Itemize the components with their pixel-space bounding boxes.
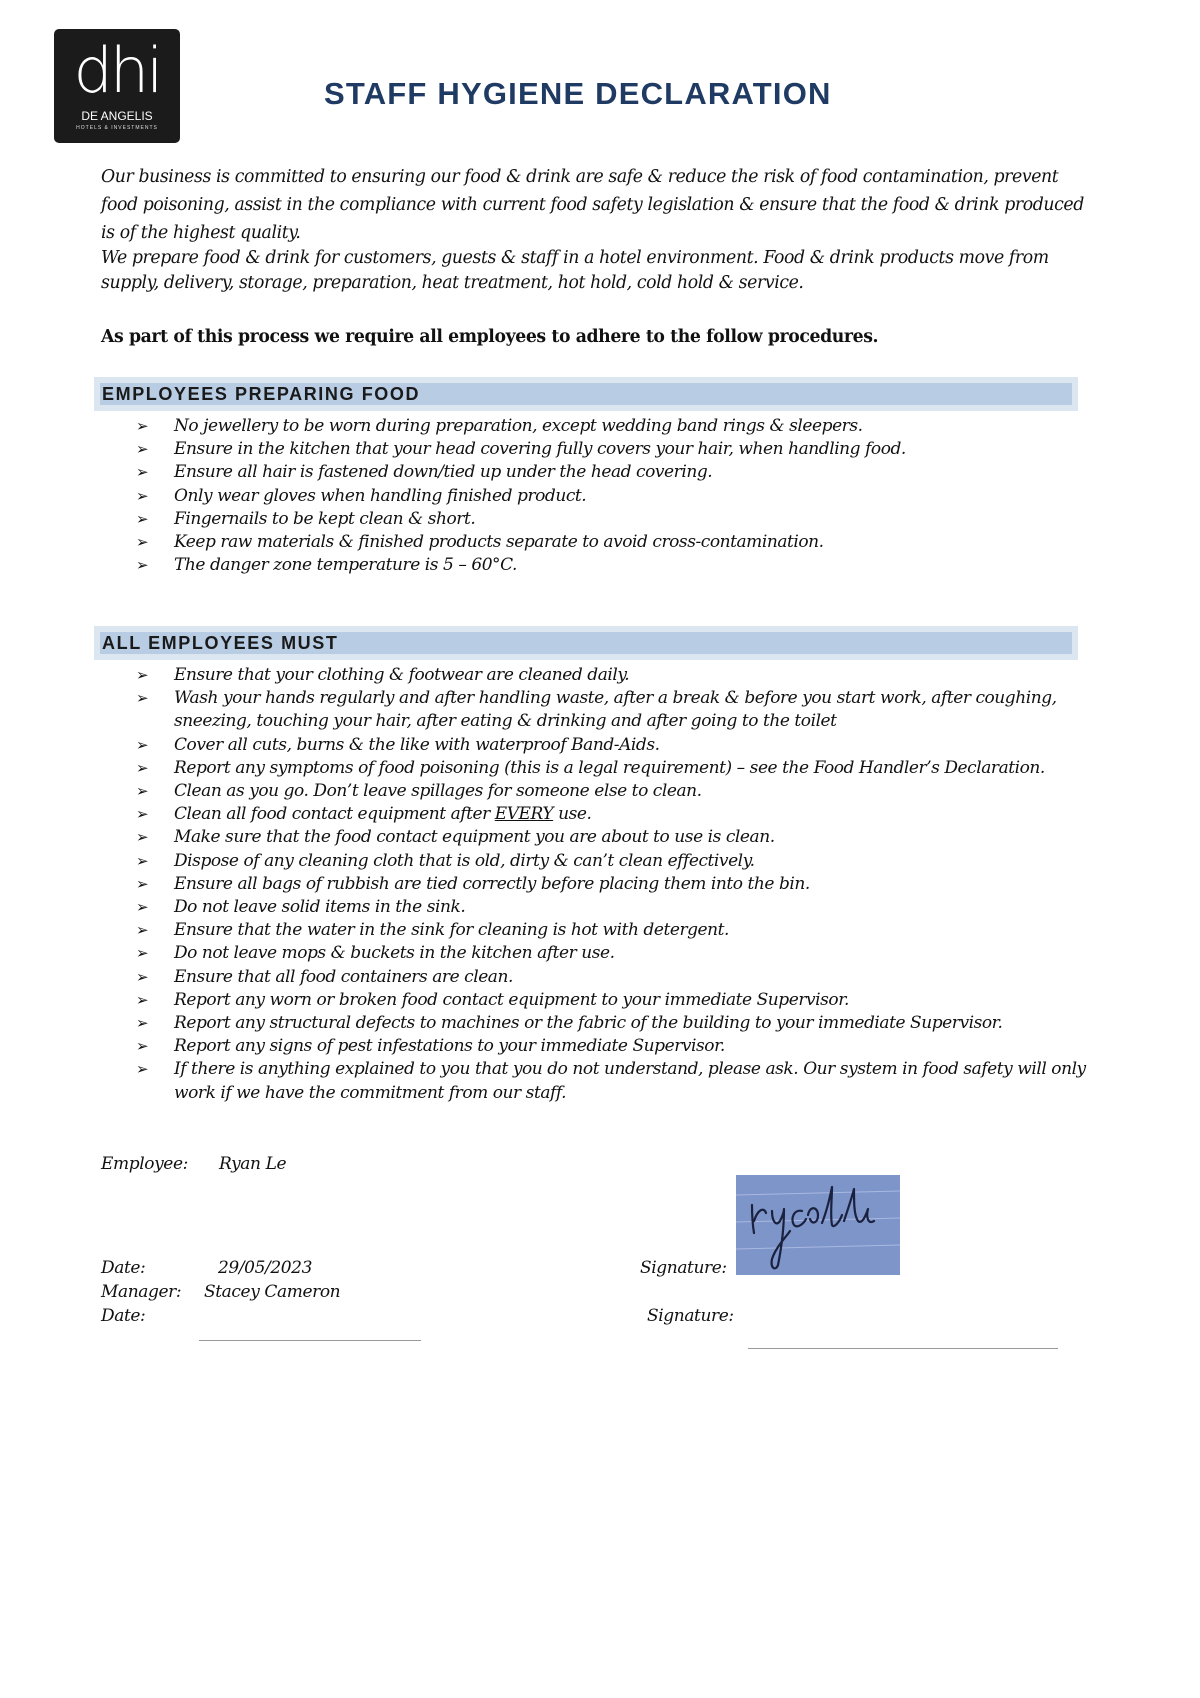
employee-label: Employee: — [101, 1154, 188, 1174]
arrow-bullet-icon: ➢ — [136, 440, 149, 459]
list-item: ➢ Ensure all bags of rubbish are tied correctly before placing them into the bin. — [136, 873, 1086, 896]
list-item: ➢ Fingernails to be kept clean & short. — [136, 508, 1086, 531]
manager-signature-line — [748, 1348, 1058, 1349]
logo-subtitle: DE ANGELIS — [81, 109, 153, 123]
list-item: ➢ Report any signs of pest infestations to your immediate Supervisor. — [136, 1035, 1086, 1058]
arrow-bullet-icon: ➢ — [136, 486, 149, 505]
manager-date-label: Date: — [101, 1306, 146, 1326]
list-item: ➢ Do not leave mops & buckets in the kitchen after use. — [136, 942, 1086, 965]
arrow-bullet-icon: ➢ — [136, 921, 149, 940]
arrow-bullet-icon: ➢ — [136, 944, 149, 963]
preparing-food-list — [136, 415, 1086, 577]
emphasis-every: EVERY — [494, 804, 554, 825]
list-item: ➢ The danger zone temperature is 5 – 60°C. — [136, 554, 1086, 577]
list-item: ➢ Ensure in the kitchen that your head covering fully covers your hair, when handling food. — [136, 438, 1086, 461]
manager-date-line — [199, 1340, 421, 1341]
section-heading-text: ALL EMPLOYEES MUST — [100, 632, 1072, 654]
list-item: ➢ Keep raw materials & finished products separate to avoid cross-contamination. — [136, 531, 1086, 554]
arrow-bullet-icon: ➢ — [136, 689, 149, 708]
arrow-bullet-icon: ➢ — [136, 417, 149, 435]
list-item: ➢ Report any symptoms of food poisoning (this is a legal requirement) – see the Food Handler’s Declaration. — [136, 757, 1086, 780]
list-item: ➢ Ensure that all food containers are clean. — [136, 966, 1086, 989]
page-title: STAFF HYGIENE DECLARATION — [324, 76, 832, 111]
section-heading-all-employees — [94, 626, 1078, 660]
list-item: ➢ Wash your hands regularly and after handling waste, after a break & before you start work, after coughing, sneezing, touching your hair, after eating & drinking and after going to the toilet — [136, 688, 1057, 732]
arrow-bullet-icon: ➢ — [136, 898, 149, 917]
list-item: ➢ Ensure all hair is fastened down/tied up under the head covering. — [136, 461, 1086, 484]
list-item: ➢ Dispose of any cleaning cloth that is old, dirty & can’t clean effectively. — [136, 850, 1086, 873]
list-item: ➢ Ensure that your clothing & footwear are cleaned daily. — [136, 664, 1086, 687]
list-item: ➢ If there is anything explained to you that you do not understand, please ask. Our system in food safety will only work if we have the commitment from our staff. — [136, 1059, 1086, 1103]
manager-signature-label: Signature: — [647, 1306, 734, 1326]
arrow-bullet-icon: ➢ — [136, 1014, 149, 1033]
intro-paragraph-2: We prepare food & drink for customers, guests & staff in a hotel environment. Food & drink products move from supply, delivery, storage, preparation, heat treatment, hot hold, cold hold & service. — [101, 248, 1049, 293]
list-item: ➢ Clean all food contact equipment after EVERY use. — [136, 803, 1086, 826]
section-heading-preparing-food — [94, 377, 1078, 411]
arrow-bullet-icon: ➢ — [136, 874, 149, 893]
list-item: ➢ Clean as you go. Don’t leave spillages for someone else to clean. — [136, 780, 1086, 803]
procedures-lead: As part of this process we require all employees to adhere to the follow procedures. — [101, 327, 879, 347]
list-item: ➢ Ensure that the water in the sink for cleaning is hot with detergent. — [136, 919, 1086, 942]
arrow-bullet-icon: ➢ — [136, 782, 149, 801]
arrow-bullet-icon: ➢ — [136, 967, 149, 986]
arrow-bullet-icon: ➢ — [136, 666, 149, 684]
arrow-bullet-icon: ➢ — [136, 463, 149, 482]
list-item: ➢ Report any structural defects to machines or the fabric of the building to your immediate Supervisor. — [136, 1012, 1086, 1035]
employee-date-label: Date: — [101, 1258, 146, 1278]
list-item: ➢ Only wear gloves when handling finished product. — [136, 485, 1086, 508]
arrow-bullet-icon: ➢ — [136, 805, 149, 824]
employee-signature-image — [736, 1175, 900, 1275]
arrow-bullet-icon: ➢ — [136, 758, 149, 777]
list-item: ➢ Make sure that the food contact equipment you are about to use is clean. — [136, 826, 1086, 849]
arrow-bullet-icon: ➢ — [136, 735, 149, 754]
company-logo — [54, 29, 180, 143]
list-item: ➢ Do not leave solid items in the sink. — [136, 896, 1086, 919]
arrow-bullet-icon: ➢ — [136, 990, 149, 1009]
employee-signature-label: Signature: — [640, 1258, 727, 1278]
arrow-bullet-icon: ➢ — [136, 1037, 149, 1056]
employee-date-value: 29/05/2023 — [218, 1258, 312, 1278]
arrow-bullet-icon: ➢ — [136, 509, 149, 528]
logo-wordmark: dhi — [73, 34, 161, 107]
section-heading-text: EMPLOYEES PREPARING FOOD — [100, 383, 1072, 405]
all-employees-list — [136, 664, 1086, 1105]
signature-photo-background — [736, 1175, 900, 1275]
arrow-bullet-icon: ➢ — [136, 533, 149, 552]
employee-name: Ryan Le — [219, 1154, 287, 1174]
manager-label: Manager: — [101, 1282, 182, 1302]
manager-name: Stacey Cameron — [204, 1282, 341, 1302]
arrow-bullet-icon: ➢ — [136, 1060, 149, 1079]
intro-paragraph-1: Our business is committed to ensuring our food & drink are safe & reduce the risk of food contamination, prevent food poisoning, assist in the compliance with current food safety legislation & ensure that the food & drink produced is of the highest quality. — [101, 167, 1084, 243]
arrow-bullet-icon: ➢ — [136, 556, 149, 575]
list-item: ➢ Cover all cuts, burns & the like with waterproof Band-Aids. — [136, 734, 1086, 757]
arrow-bullet-icon: ➢ — [136, 851, 149, 870]
list-item: ➢ No jewellery to be worn during preparation, except wedding band rings & sleepers. — [136, 415, 1086, 438]
list-item: ➢ Report any worn or broken food contact equipment to your immediate Supervisor. — [136, 989, 1086, 1012]
logo-tagline: HOTELS & INVESTMENTS — [76, 125, 158, 131]
arrow-bullet-icon: ➢ — [136, 828, 149, 847]
